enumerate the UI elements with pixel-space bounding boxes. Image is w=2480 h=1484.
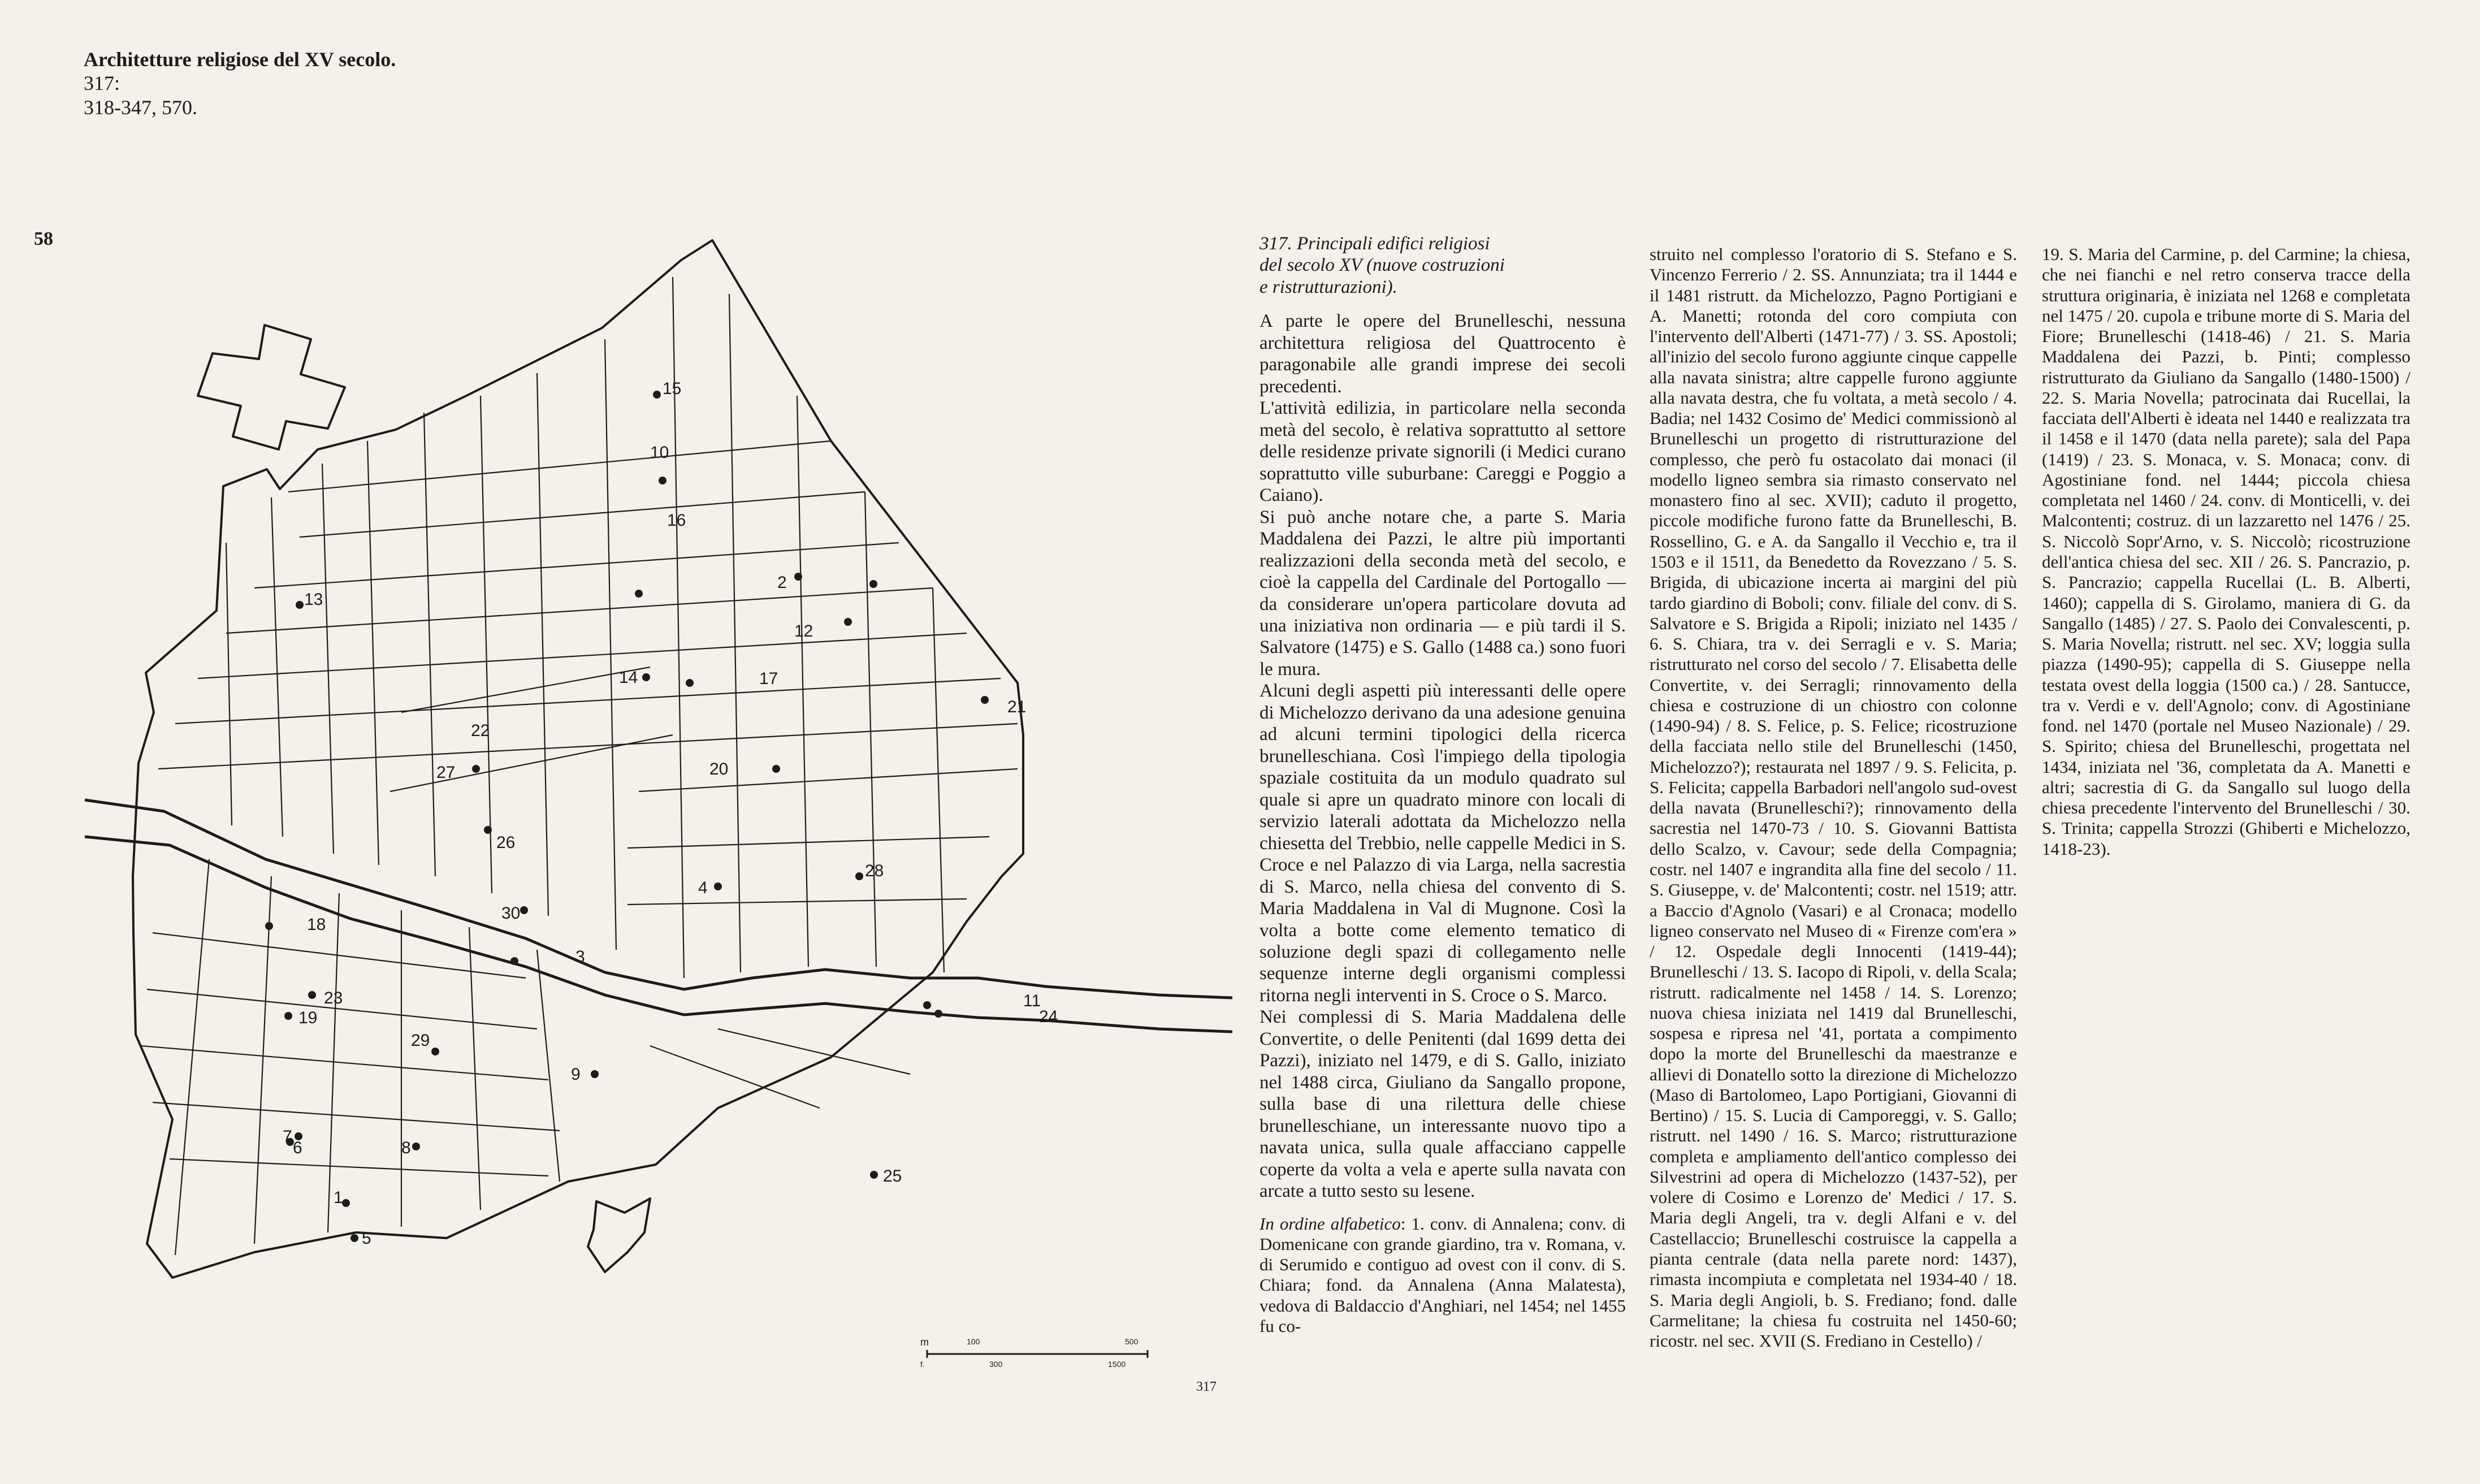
map-label-9: 9: [571, 1065, 581, 1084]
map-label-15: 15: [663, 379, 682, 398]
map-label-25: 25: [883, 1167, 902, 1186]
map-label-7: 7: [283, 1127, 292, 1146]
text-column-1: [1260, 233, 1626, 1336]
city-walls: [133, 240, 1023, 1278]
map-label-3: 3: [575, 947, 585, 966]
map-label-11: 11: [1023, 992, 1041, 1010]
scale-tick-1500: 1500: [1108, 1360, 1126, 1369]
map-label-22: 22: [471, 721, 490, 740]
body-paragraph: Si può anche notare che, a parte S. Maria Maddalena dei Pazzi, le altre più importanti realizzazioni della seconda metà del secolo, e cioè la cappella del Cardinale del Portogallo — da considerare un'opera particolare dovuta ad una iniziativa non ordinaria — e più tardi il S. Salvatore (1475) e S. Gallo (1488 ca.) sono fuori le mura.: [1260, 507, 1626, 680]
fortezza-da-basso: [198, 325, 345, 449]
text-column-2: struito nel complesso l'oratorio di S. Stefano e S. Vincenzo Ferrerio / 2. SS. Annunziata; tra il 1444 e il 1481 ristrutt. da Michelozzo, Pagno Portigiani e A. Manetti; rotonda del coro compiuta con l'intervento dell'Alberti (1471-77) / 3. SS. Apostoli; all'inizio del secolo furono aggiunte cinque cappelle alla navata sinistra; altre cappelle furono aggiunte alla navata destra, che fu voltata, a metà secolo / 4. Badia; nel 1432 Cosimo de' Medici commissionò al Brunelleschi un progetto di ristrutturazione del complesso, che però fu ostacolato dai monaci (il modello ligneo sembra sia rimasto conservato nel monastero fino al sec. XVII); caduto il progetto, piccole modifiche furono fatte da Brunelleschi, B. Rossellino, G. e A. da Sangallo il Vecchio e, tra il 1503 e il 1511, da Benedetto da Rovezzano / 5. S. Brigida, di ubicazione incerta ai margini del più tardo giardino di Boboli; conv. filiale del conv. di S. Salvatore e S. Brigida a Ripoli; iniziato nel 1435 / 6. S. Chiara, tra v. dei Serragli e v. S. Maria; ristrutturato nel corso del secolo / 7. Elisabetta delle Convertite, v. dei Serragli; rinnovamento della chiesa e costruzione di un chiostro con colonne (1490-94) / 8. S. Felice, p. S. Felice; ricostruzione della facciata nello stile del Brunelleschi (1450, Michelozzo?); restaurata nel 1897 / 9. S. Felicita, p. S. Felicita; cappella Barbadori nell'angolo sud-ovest della navata (Brunelleschi?); rinnovamento della sacrestia nel 1470-73 / 10. S. Giovanni Battista dello Scalzo, v. Cavour; sede della Compagnia; costr. nel 1407 e ingrandita alla fine del secolo / 11. S. Giuseppe, v. de' Malcontenti; costr. nel 1519; attr. a Baccio d'Agnolo (Vasari) e al Cronaca; modello ligneo conservato nel Museo di « Firenze com'era » / 12. Ospedale degli Innocenti (1419-44); Brunelleschi / 13. S. Iacopo di Ripoli, v. della Scala; ristrutt. radicalmente nel 1458 / 14. S. Lorenzo; nuova chiesa iniziata nel 1419 dal Brunelleschi, sospesa e ripresa nel '41, portata a compimento dopo la morte del Brunelleschi da maestranze e allievi di Donatello sotto la direzione di Michelozzo (Maso di Bartolomeo, Lapo Portigiani, Giovanni di Bertino) / 15. S. Lucia di Camporeggi, v. S. Gallo; ristrutt. nel 1490 / 16. S. Marco; ristrutturazione completa e ampliamento dell'antico complesso dei Silvestrini ad opera di Michelozzo (1437-52), per volere di Cosimo e Lorenzo de' Medici / 17. S. Maria degli Angeli, tra v. degli Alfani e v. del Castellaccio; Brunelleschi costruisce la cappella a pianta centrale (data nella parete nord: 1437), rimasta incompiuta e completata nel 1934-40 / 18. S. Maria degli Angioli, b. S. Frediano; fond. dalle Carmelitane; la chiesa fu costruita nel 1450-60; ricostr. nel sec. XVII (S. Frediano in Cestello) /: [1650, 244, 2017, 1351]
map-drawing: [85, 226, 1232, 1369]
map-label-24: 24: [1039, 1007, 1058, 1026]
florence-map: [85, 226, 1232, 1369]
map-label-12: 12: [794, 622, 813, 641]
map-label-1: 1: [334, 1188, 343, 1207]
map-labels: [283, 379, 1058, 1248]
forte-belvedere: [588, 1199, 650, 1272]
map-label-28: 28: [865, 862, 884, 880]
figure-number: 317: [1196, 1379, 1217, 1394]
map-label-23: 23: [324, 989, 343, 1007]
map-label-17: 17: [759, 669, 778, 688]
street-grid: [141, 277, 1018, 1255]
map-label-10: 10: [650, 443, 669, 462]
map-label-30: 30: [501, 904, 521, 923]
map-scale-bar: [920, 1336, 1148, 1369]
header-figure-range: 318-347, 570.: [84, 96, 197, 119]
map-label-14: 14: [619, 668, 638, 687]
map-label-27: 27: [436, 763, 456, 782]
map-label-6: 6: [293, 1139, 302, 1157]
map-label-4: 4: [698, 879, 708, 897]
church-list-start: [1260, 1214, 1626, 1337]
church-markers: [265, 391, 989, 1242]
map-label-16: 16: [667, 511, 686, 530]
text-column-3: 19. S. Maria del Carmine, p. del Carmine; la chiesa, che nei fianchi e nel retro conserva tracce della struttura originaria, è iniziata nel 1268 e completata nel 1475 / 20. cupola e tribune morte di S. Maria del Fiore; Brunelleschi (1418-46) / 21. S. Maria Maddalena dei Pazzi, b. Pinti; complesso ristrutturato da Giuliano da Sangallo (1480-1500) / 22. S. Maria Novella; patrocinata dai Rucellai, la facciata dell'Alberti è ideata nel 1440 e realizzata tra il 1458 e il 1470 (data nella parete); sala del Papa (1419) / 23. S. Monaca, v. S. Monaca; conv. di Agostiniane fond. nel 1444; piccola chiesa completata nel 1460 / 24. conv. di Monticelli, v. dei Malcontenti; costruz. di un lazzaretto nel 1476 / 25. S. Niccolò Sopr'Arno, v. S. Niccolò; ricostruzione dell'antica chiesa del sec. XII / 26. S. Pancrazio, p. S. Pancrazio; cappella Rucellai (L. B. Alberti, 1460); cappella di S. Girolamo, maniera di G. da Sangallo (1485) / 27. S. Paolo dei Convalescenti, p. S. Maria Novella; ristrutt. nel sec. XV; loggia sulla piazza (1490-95); cappella di S. Giuseppe nella testata ovest della loggia (1500 ca.) / 28. Santucce, tra v. Verdi e v. dell'Agnolo; conv. di Agostiniane fond. nel 1470 (portale nel Museo Nazionale) / 29. S. Spirito; chiesa del Brunelleschi, progettata nel 1434, iniziata nel '36, completata da A. Manetti e altri; sacrestia di G. da Sangallo sul luogo della chiesa precedente l'intervento del Brunelleschi / 30. S. Trinita; cappella Strozzi (Ghiberti e Michelozzo, 1418-23).: [2042, 244, 2410, 859]
scale-tick-100: 100: [967, 1337, 980, 1346]
list-text-1: : 1. conv. di Annalena; conv. di Domenicane con grande giardino, tra v. Romana, v. di Serumido e contiguo ad ovest con il conv. di S. Chiara; fond. da Annalena (Anna Malatesta), vedova di Baldaccio d'Anghiari, nel 1454; nel 1455 fu co-: [1260, 1213, 1626, 1336]
map-label-29: 29: [411, 1031, 430, 1050]
map-label-5: 5: [362, 1229, 371, 1248]
body-paragraph: Nei complessi di S. Maria Maddalena delle Convertite, o delle Penitenti (dal 1699 detta dei Pazzi), iniziato nel 1479, e di S. Gallo, iniziato nel 1488 circa, Giuliano da Sangallo propone, sulla base di una rilettura delle chiese brunelleschiane, un interessante nuovo tipo a navata unica, sulla quale affacciano cappelle coperte da volta a vela e aperte sulla navata con arcate a tutto sesto su lesene.: [1260, 1007, 1626, 1202]
map-label-26: 26: [496, 833, 516, 852]
body-paragraph: Alcuni degli aspetti più interessanti delle opere di Michelozzo derivano da una adesione genuina ad alcuni termini tipologici della ricerca brunelleschiana. Così l'impiego della tipologia spaziale costituita da un modulo quadrato sul quale si apre un quadrato minore con locali di servizio laterali adottata da Michelozzo nella chiesetta del Trebbio, nelle cappelle Medici in S. Croce e nel Palazzo di via Larga, nella sacrestia di S. Marco, nella chiesa del convento di S. Maria Maddalena in Val di Mugnone. Così la volta a botte come elemento tematico di soluzione degli spazi di collegamento nelle sequenze interne degli organismi complessi ritorna negli interventi in S. Croce o S. Marco.: [1260, 681, 1626, 1006]
arno-river: [85, 800, 1232, 1032]
figure-caption: [1260, 233, 1626, 298]
caption-line-3: e ristrutturazioni).: [1260, 276, 1397, 297]
map-label-13: 13: [304, 590, 323, 609]
map-label-18: 18: [307, 915, 326, 934]
header-figure-ref: 317:: [84, 72, 120, 95]
body-paragraph: A parte le opere del Brunelleschi, nessuna architettura religiosa del Quattrocento è paragonabile alle grandi imprese dei secoli precedenti.: [1260, 311, 1626, 397]
list-intro: In ordine alfabetico: [1260, 1213, 1401, 1234]
running-header: [84, 47, 592, 119]
caption-line-1: 317. Principali edifici religiosi: [1260, 233, 1490, 254]
header-title: Architetture religiose del XV secolo.: [84, 48, 396, 71]
scale-unit-f: f.: [920, 1360, 925, 1369]
map-label-20: 20: [709, 760, 729, 778]
map-label-2: 2: [777, 573, 787, 592]
scale-unit-m: m: [920, 1336, 929, 1348]
map-label-19: 19: [298, 1009, 318, 1027]
scale-tick-500: 500: [1125, 1337, 1139, 1346]
caption-line-2: del secolo XV (nuove costruzioni: [1260, 255, 1505, 276]
page-number: 58: [34, 228, 53, 249]
map-label-21: 21: [1007, 698, 1027, 716]
map-label-8: 8: [401, 1139, 411, 1157]
scale-tick-300: 300: [989, 1360, 1003, 1369]
body-paragraph: L'attività edilizia, in particolare nella seconda metà del secolo, è relativa soprattutto al settore delle residenze private signorili (i Medici curano soprattutto ville suburbane: Careggi e Poggio a Caiano).: [1260, 398, 1626, 506]
